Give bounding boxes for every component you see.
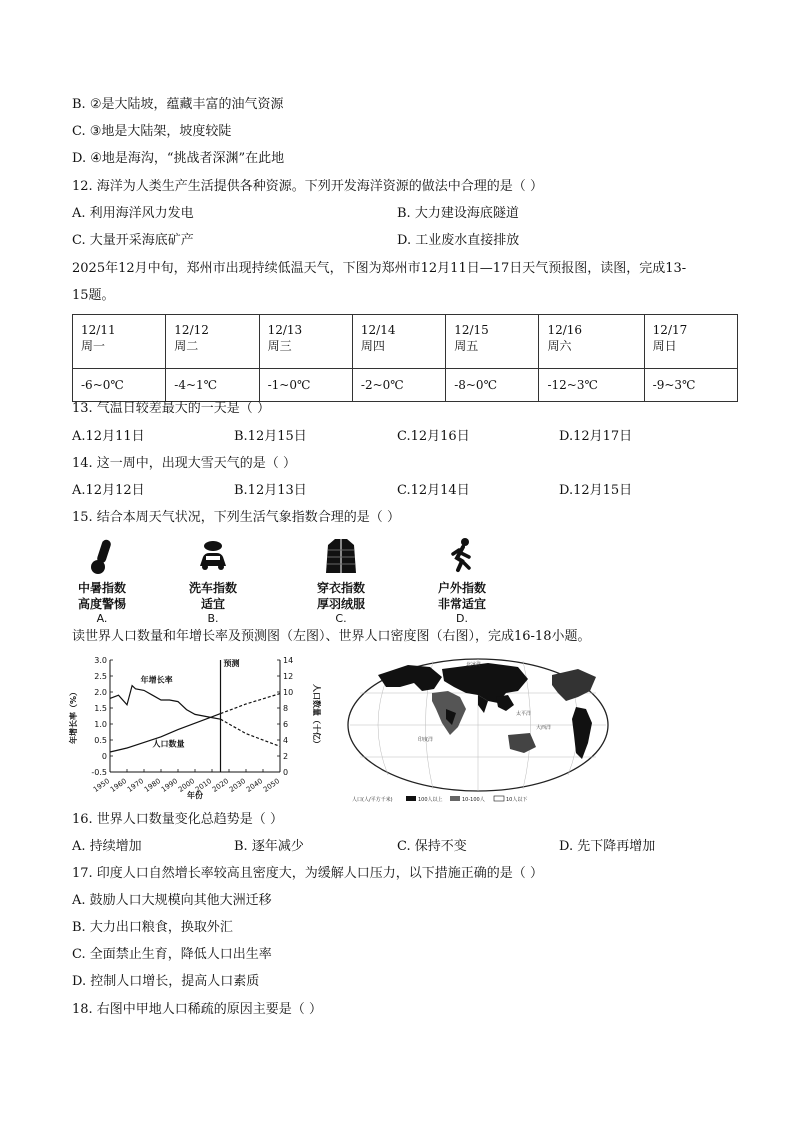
x-tick-label: 2000 xyxy=(176,777,197,794)
series-line-1 xyxy=(221,719,281,746)
x-tick-label: 2050 xyxy=(261,777,282,794)
option-q13-b: B.12月15日 xyxy=(234,429,307,444)
option-q14-b: B.12月13日 xyxy=(234,483,307,498)
forecast-label: 预测 xyxy=(223,659,240,668)
question-14: 14. 这一周中，出现大雪天气的是（ ） xyxy=(72,456,296,471)
y-right-tick-label: 8 xyxy=(283,704,289,713)
y-right-tick-label: 6 xyxy=(283,720,289,729)
question-12: 12. 海洋为人类生产生活提供各种资源。下列开发海洋资源的做法中合理的是（ ） xyxy=(72,179,543,194)
weather-temp-cell: -9~3℃ xyxy=(644,369,737,402)
ocean-label: 印度洋 xyxy=(418,737,434,743)
question-15: 15. 结合本周天气状况，下列生活气象指数合理的是（ ） xyxy=(72,510,400,525)
x-tick-label: 2010 xyxy=(193,777,214,794)
index-name: 洗车指数 xyxy=(188,581,237,595)
x-tick-label: 1950 xyxy=(91,777,112,794)
x-tick-label: 1990 xyxy=(159,777,180,794)
weather-forecast-table xyxy=(72,314,738,402)
option-q14-c: C.12月14日 xyxy=(397,483,470,498)
option-q17-c: C. 全面禁止生育，降低人口出生率 xyxy=(72,947,272,962)
y-right-tick-label: 0 xyxy=(283,768,289,777)
series-line-0 xyxy=(110,686,221,720)
option-q11-b: B. ②是大陆坡，蕴藏丰富的油气资源 xyxy=(72,97,284,112)
x-axis-label: 年份 xyxy=(187,791,203,800)
car-wash-icon xyxy=(193,536,233,576)
index-name: 穿衣指数 xyxy=(316,581,365,595)
weather-date: 12/14 xyxy=(360,323,396,337)
x-tick-label: 1980 xyxy=(142,777,163,794)
weather-day-cell xyxy=(166,315,259,369)
x-tick-label: 2020 xyxy=(210,777,231,794)
weather-weekday: 周一 xyxy=(81,339,106,353)
weather-temp-cell: -6~0℃ xyxy=(73,369,166,402)
y-left-tick-label: 1.0 xyxy=(94,720,107,729)
weather-intro-line1: 2025年12月中旬，郑州市出现持续低温天气，下图为郑州市12月11日—17日天气预报图，读图，完成13- xyxy=(72,261,687,276)
option-letter: B. xyxy=(207,612,219,625)
option-q17-d: D. 控制人口增长，提高人口素质 xyxy=(72,974,260,989)
option-q16-c: C. 保持不变 xyxy=(397,839,467,854)
index-option-c xyxy=(309,536,373,626)
index-value: 非常适宜 xyxy=(437,597,486,611)
weather-temp-cell: -1~0℃ xyxy=(259,369,352,402)
weather-intro-line2: 15题。 xyxy=(72,288,115,303)
option-q17-b: B. 大力出口粮食，换取外汇 xyxy=(72,920,233,935)
x-tick-label: 2030 xyxy=(227,777,248,794)
option-q16-d: D. 先下降再增加 xyxy=(559,839,656,854)
y-left-tick-label: -0.5 xyxy=(91,768,107,777)
weather-weekday: 周四 xyxy=(360,339,385,353)
weather-temp-cell: -12~3℃ xyxy=(539,369,644,402)
index-name: 中暑指数 xyxy=(77,581,126,595)
weather-weekday: 周二 xyxy=(174,339,199,353)
option-q17-a: A. 鼓励人口大规模向其他大洲迁移 xyxy=(72,893,272,908)
weather-day-cell xyxy=(446,315,539,369)
weather-temp-cell: -2~0℃ xyxy=(352,369,445,402)
legend-swatch-high xyxy=(406,796,416,801)
legend-label: 100人以上 xyxy=(418,797,443,803)
index-value: 高度警惕 xyxy=(77,597,126,611)
index-name: 户外指数 xyxy=(437,581,486,595)
ocean-label: 太平洋 xyxy=(516,711,532,717)
x-tick-label: 1970 xyxy=(125,777,146,794)
option-q16-b: B. 逐年减少 xyxy=(234,839,304,854)
option-letter: D. xyxy=(456,612,468,625)
y-left-axis-label: 年增长率（%） xyxy=(69,687,78,745)
option-q11-c: C. ③地是大陆架，坡度较陡 xyxy=(72,124,232,139)
question-17: 17. 印度人口自然增长率较高且密度大，为缓解人口压力，以下措施正确的是（ ） xyxy=(72,866,543,881)
y-left-tick-label: 1.5 xyxy=(94,704,107,713)
option-q12-d: D. 工业废水直接排放 xyxy=(397,233,520,248)
population-intro: 读世界人口数量和年增长率及预测图（左图）、世界人口密度图（右图），完成16-18小题。 xyxy=(72,629,591,644)
legend-swatch-low xyxy=(494,796,504,801)
weather-day-cell xyxy=(644,315,737,369)
option-q13-d: D.12月17日 xyxy=(559,429,633,444)
world-population-density-map xyxy=(338,653,620,805)
option-q12-a: A. 利用海洋风力发电 xyxy=(72,206,194,221)
option-q14-d: D.12月15日 xyxy=(559,483,633,498)
y-left-tick-label: 3.0 xyxy=(94,656,107,665)
index-option-d xyxy=(430,536,494,626)
weather-date: 12/11 xyxy=(81,323,116,337)
weather-day-cell xyxy=(539,315,644,369)
y-right-tick-label: 4 xyxy=(283,736,289,745)
y-right-tick-label: 12 xyxy=(283,672,294,681)
x-tick-label: 2040 xyxy=(244,777,265,794)
weather-day-cell xyxy=(352,315,445,369)
option-q11-d: D. ④地是海沟，“挑战者深渊”在此地 xyxy=(72,151,285,166)
legend-label: 10-100人 xyxy=(462,797,485,803)
y-right-tick-label: 14 xyxy=(283,656,294,665)
index-value: 适宜 xyxy=(200,597,225,611)
option-letter: A. xyxy=(96,612,108,625)
weather-weekday: 周三 xyxy=(267,339,292,353)
y-right-tick-label: 10 xyxy=(283,688,294,697)
weather-weekday: 周六 xyxy=(547,339,572,353)
ocean-label: 大西洋 xyxy=(536,725,552,731)
y-right-axis-label: 人口数量（十亿） xyxy=(312,684,321,748)
legend-swatch-medium xyxy=(450,796,460,801)
weather-date: 12/12 xyxy=(174,323,209,337)
index-option-a xyxy=(72,536,132,626)
ocean-label: 北冰洋 xyxy=(466,662,482,668)
index-value: 厚羽绒服 xyxy=(316,597,365,611)
series-label: 年增长率 xyxy=(140,675,173,685)
y-left-tick-label: 2.5 xyxy=(94,672,107,681)
option-q13-a: A.12月11日 xyxy=(72,429,145,444)
weather-weekday: 周五 xyxy=(454,339,479,353)
population-chart xyxy=(62,652,322,802)
option-letter: C. xyxy=(335,612,347,625)
weather-date: 12/17 xyxy=(652,323,688,337)
option-q12-b: B. 大力建设海底隧道 xyxy=(397,206,519,221)
weather-day-cell xyxy=(259,315,352,369)
option-q16-a: A. 持续增加 xyxy=(72,839,142,854)
weather-day-cell xyxy=(73,315,166,369)
weather-temp-cell: -8~0℃ xyxy=(446,369,539,402)
weather-temp-cell: -4~1℃ xyxy=(166,369,259,402)
question-18: 18. 右图中甲地人口稀疏的原因主要是（ ） xyxy=(72,1002,322,1017)
y-left-tick-label: 2.0 xyxy=(94,688,107,697)
y-left-tick-label: 0.5 xyxy=(94,736,107,745)
series-label: 人口数量 xyxy=(152,739,185,749)
y-left-tick-label: 0 xyxy=(101,752,107,761)
legend-label: 10人以下 xyxy=(506,797,528,803)
option-q12-c: C. 大量开采海底矿产 xyxy=(72,233,194,248)
option-q13-c: C.12月16日 xyxy=(397,429,470,444)
index-option-b xyxy=(183,536,243,626)
question-13: 13. 气温日较差最大的一天是（ ） xyxy=(72,401,270,416)
down-jacket-icon xyxy=(321,536,361,576)
weather-date: 12/16 xyxy=(547,323,583,337)
weather-date: 12/15 xyxy=(454,323,489,337)
running-person-icon xyxy=(442,536,482,576)
map-legend-title: 人口(人/平方千米) xyxy=(352,797,393,803)
series-line-3 xyxy=(221,694,281,714)
question-16: 16. 世界人口数量变化总趋势是（ ） xyxy=(72,812,283,827)
weather-date: 12/13 xyxy=(267,323,303,337)
x-tick-label: 1960 xyxy=(108,777,129,794)
option-q14-a: A.12月12日 xyxy=(72,483,145,498)
y-right-tick-label: 2 xyxy=(283,752,289,761)
weather-weekday: 周日 xyxy=(652,339,677,353)
thermometer-icon xyxy=(82,536,122,576)
